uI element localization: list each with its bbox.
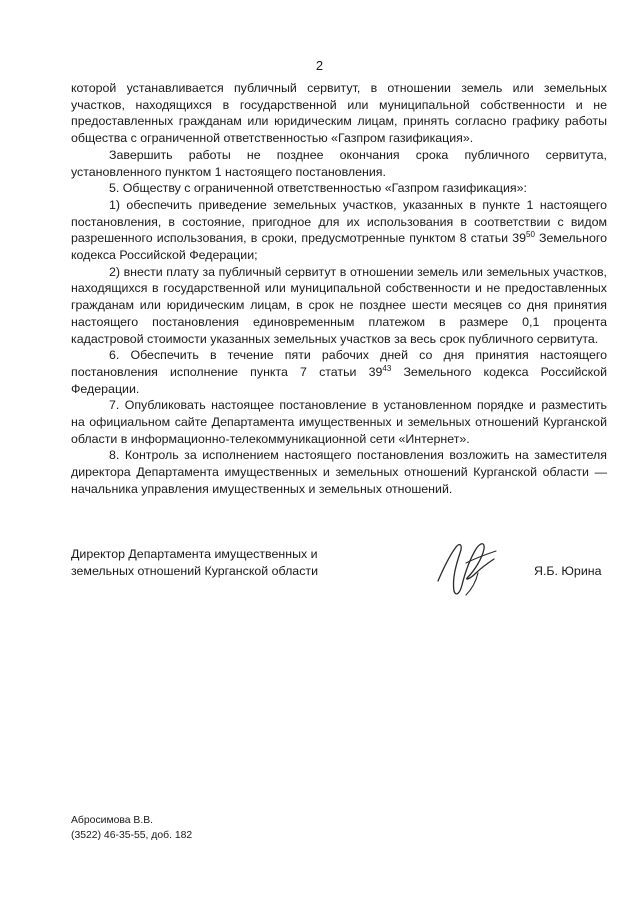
paragraph-text: Земельного кодекса Российской Федерации. — [71, 364, 608, 396]
paragraph-text: 2) внести плату за публичный сервитут в отношении земель или земельных участков, находящихся в государственной или муниципальной собственности и не предоставленных гражданам или юридическим лицам, в срок не позднее шести месяцев со дня принятия настоящего постановления единовременным платежом в размере 0,1 процента кадастровой стоимости указанных земельных участков за весь срок публичного сервитута. — [71, 264, 607, 346]
paragraph-text: 7. Опубликовать настоящее постановление в установленном порядке и разместить на официальном сайте Департамента имущественных и земельных отношений Курганской области в информационно-телекоммуникационной сети «Интернет». — [71, 398, 607, 446]
signer-name: Я.Б. Юрина — [534, 564, 602, 578]
page-number: 2 — [315, 58, 324, 73]
paragraph-text: 5. Обществу с ограниченной ответственностью «Газпром газификация»: — [109, 181, 527, 196]
signature-position-line-2: земельных отношений Курганской области — [71, 563, 318, 578]
executor-phone: (3522) 46-35-55, доб. 182 — [71, 829, 193, 841]
signature-position — [71, 546, 341, 579]
article-superscript: 50 — [526, 230, 535, 240]
paragraph — [71, 147, 607, 180]
paragraph-text: 6. Обеспечить в течение пяти рабочих дней со дня принятия настоящего постановления исполнение пункта 7 статьи 39 — [71, 348, 607, 379]
executor-name: Абросимова В.В. — [71, 815, 154, 826]
paragraph-text: Завершить работы не позднее окончания срока публичного сервитута, установленного пунктом 1 настоящего постановления. — [71, 147, 607, 179]
article-superscript: 43 — [382, 363, 392, 373]
signature-position-line-1: Директор Департамента имущественных и — [71, 547, 318, 561]
paragraph — [71, 447, 607, 497]
paragraph-text: которой устанавливается публичный сервитут, в отношении земель или земельных участков, находящихся в государственной или муниципальной собственности и не предоставленных гражданам или юридическим лицам, принять согласно графику работы общества с ограниченной ответственностью «Газпром газификация». — [71, 81, 607, 146]
paragraph — [71, 397, 607, 447]
paragraph-text: 8. Контроль за исполнением настоящего постановления возложить на заместителя директора Департамента имущественных и земельных отношений Курганской области — начальника управления имущественных и земельных отношений. — [71, 448, 607, 496]
paragraph — [71, 197, 607, 264]
paragraph-text: Земельного кодекса Российской Федерации; — [71, 231, 607, 263]
paragraph-text: 1) обеспечить приведение земельных участков, указанных в пункте 1 настоящего постановления, в состояние, пригодное для их использования в соответствии с видом разрешенного использования, в сроки, предусмотренные пунктом 8 статьи 39 — [71, 197, 607, 246]
document-body — [71, 80, 607, 498]
paragraph — [71, 264, 607, 348]
handwritten-signature — [430, 533, 510, 599]
executor-info — [71, 814, 192, 843]
paragraph — [71, 80, 607, 147]
paragraph — [71, 347, 607, 397]
paragraph — [71, 180, 607, 197]
